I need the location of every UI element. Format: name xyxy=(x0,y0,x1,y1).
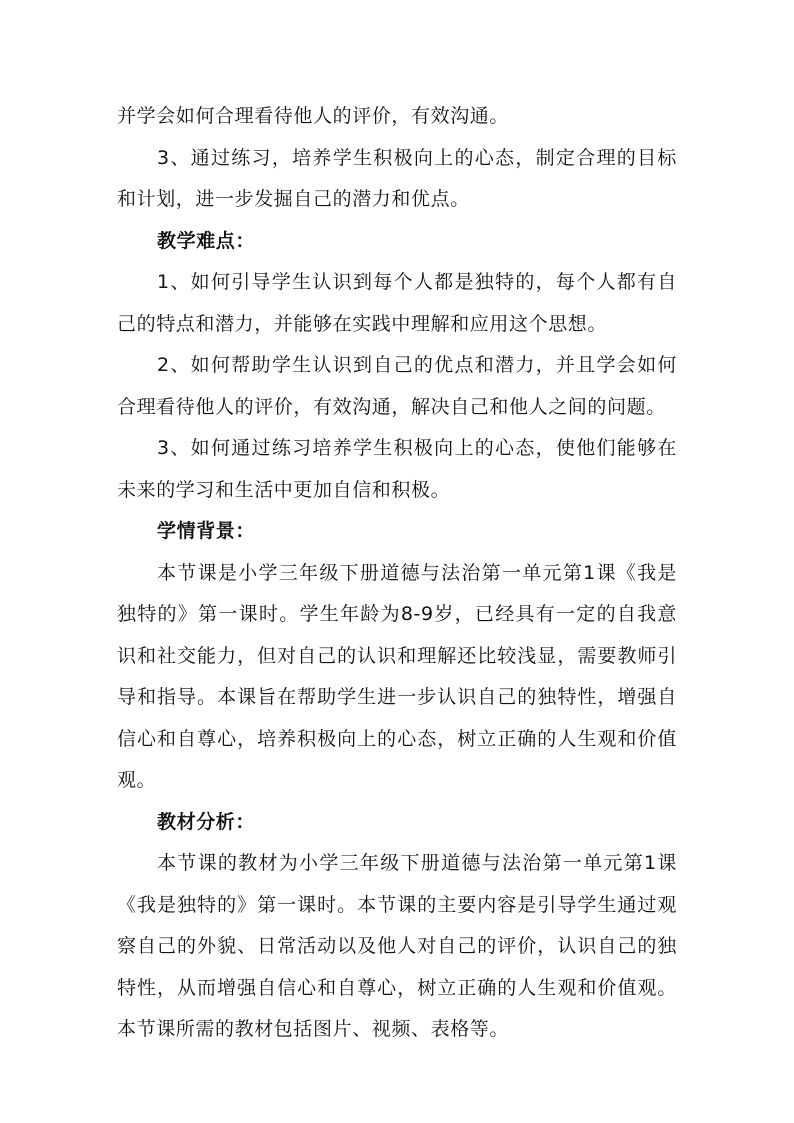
heading-student-background: 学情背景： xyxy=(157,520,256,542)
paragraph-difficulty-2: 2、如何帮助学生认识到自己的优点和潜力，并且学会如何合理看待他人的评价，有效沟通，解决自己和他人之间的问题。 xyxy=(117,354,677,418)
heading-teaching-difficulties: 教学难点： xyxy=(157,229,256,252)
paragraph-evaluation-communication: 并学会如何合理看待他人的评价，有效沟通。 xyxy=(117,105,510,127)
paragraph-difficulty-1: 1、如何引导学生认识到每个人都是独特的，每个人都有自己的特点和潜力，并能够在实践中理解和应用这个思想。 xyxy=(117,271,677,335)
paragraph-objective-3: 3、通过练习，培养学生积极向上的心态，制定合理的目标和计划，进一步发掘自己的潜力和优点。 xyxy=(117,146,677,210)
paragraph-material-analysis: 本节课的教材为小学三年级下册道德与法治第一单元第1课《我是独特的》第一课时。本节课的主要内容是引导学生通过观察自己的外貌、日常活动以及他人对自己的评价，认识自己的独特性，从而增强自信心和自尊心，树立正确的人生观和价值观。本节课所需的教材包括图片、视频、表格等。 xyxy=(117,852,677,1040)
document-page xyxy=(117,96,677,1051)
paragraph-difficulty-3: 3、如何通过练习培养学生积极向上的心态，使他们能够在未来的学习和生活中更加自信和积极。 xyxy=(117,437,677,501)
paragraph-student-background: 本节课是小学三年级下册道德与法治第一单元第1课《我是独特的》第一课时。学生年龄为8-9岁，已经具有一定的自我意识和社交能力，但对自己的认识和理解还比较浅显，需要教师引导和指导。本课旨在帮助学生进一步认识自己的独特性，增强自信心和自尊心，培养积极向上的心态，树立正确的人生观和价值观。 xyxy=(117,561,677,791)
heading-material-analysis: 教材分析： xyxy=(157,810,256,833)
